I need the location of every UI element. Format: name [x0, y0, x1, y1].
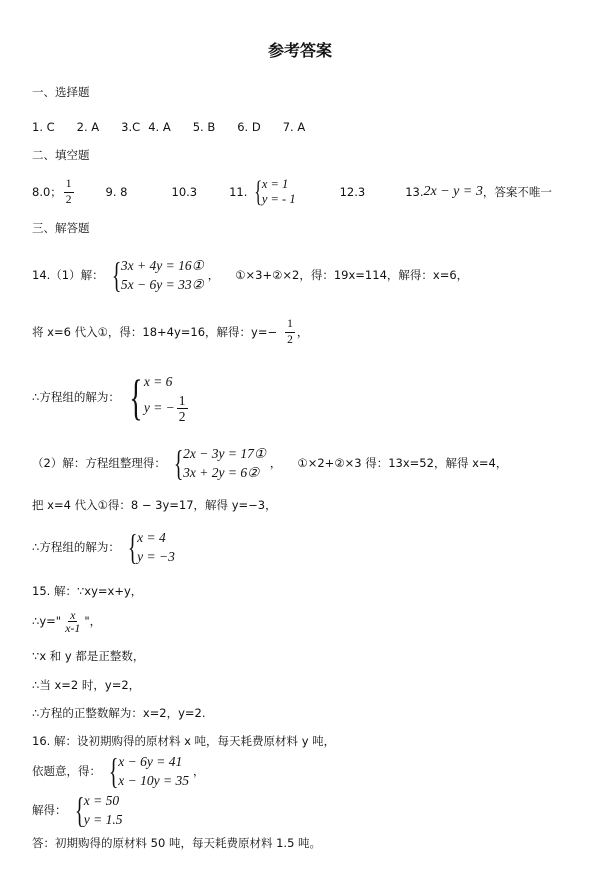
section-heading-choice: 一、选择题 — [32, 85, 90, 99]
q14-sol2-x: x = 4 — [137, 530, 166, 545]
q16-sol-x: x = 50 — [83, 793, 120, 808]
q14-part2-step: ①×2+②×3 得：13x=52，解得 x=4， — [297, 456, 508, 470]
answer-7: 7. A — [282, 120, 306, 134]
q14-sub-end: ， — [296, 325, 309, 339]
answer-2: 2. A — [76, 120, 100, 134]
fill-answers-row — [32, 174, 552, 210]
q15-line4: ∴当 x=2 时，y=2， — [32, 678, 141, 692]
q11-system — [251, 177, 295, 207]
q14-solution2-row — [32, 526, 179, 568]
q14-substitution-row — [32, 314, 308, 350]
q14-solution1-label: ∴方程组的解为： — [32, 390, 120, 404]
q15-line3: ∵x 和 y 都是正整数， — [32, 649, 145, 663]
brace-icon: { — [111, 255, 122, 295]
brace-icon: { — [74, 790, 84, 830]
q14-sol1-fraction — [177, 393, 188, 424]
q14-sub-text: 将 x=6 代入①，得：18+4y=16，解得：y=− — [32, 325, 278, 339]
q14-sys2-row2: 3x + 2y = 6② — [183, 465, 260, 480]
q8-label: 8.0； — [32, 185, 62, 199]
q16-line2-end: ， — [193, 764, 205, 778]
q13-note: ，答案不唯一 — [482, 185, 552, 199]
q14-solution2-label: ∴方程组的解为： — [32, 540, 120, 554]
q14-part2-row — [32, 442, 507, 484]
q16-sys-row1: x − 6y = 41 — [118, 754, 183, 769]
q14-part2-label: （2）解：方程组整理得： — [32, 456, 166, 470]
q14-solution2-system — [124, 528, 175, 566]
q16-line3-label: 解得： — [32, 803, 67, 817]
q8-fraction — [64, 177, 74, 208]
q14-sol1-denominator: 2 — [178, 408, 186, 424]
q15-denominator: x-1 — [65, 620, 81, 635]
q13-label: 13. — [405, 185, 424, 199]
q10-answer: 10.3 — [171, 185, 198, 199]
q14-solution1-row — [32, 368, 194, 426]
q15-fraction — [63, 609, 82, 634]
q14-sys1-row2: 5x − 6y = 33② — [120, 277, 204, 292]
q14-sol1-x: x = 6 — [143, 373, 173, 389]
q8-numerator: 1 — [64, 177, 74, 193]
q16-line1: 16. 解：设初期购得的原材料 x 吨，每天耗费原材料 y 吨， — [32, 734, 336, 748]
q11-row-x: x = 1 — [261, 177, 289, 191]
q16-system — [105, 752, 189, 790]
q14-part1-label: 14.（1）解： — [32, 268, 104, 282]
q15-line2-end: "， — [84, 614, 102, 628]
q14-sys2-row1: 2x − 3y = 17① — [183, 446, 266, 461]
q16-line2-label: 依题意，得： — [32, 764, 101, 778]
brace-icon: { — [108, 751, 119, 791]
q11-row-y: y = - 1 — [261, 192, 296, 206]
q14-sub-denominator: 2 — [287, 333, 293, 346]
q14-substitution2-row: 把 x=4 代入①得：8 − 3y=17，解得 y=−3， — [32, 498, 277, 512]
answer-1: 1. C — [32, 120, 55, 134]
q16-sol-y: y = 1.5 — [83, 812, 123, 827]
q14-sub-numerator: 1 — [285, 317, 295, 333]
q9-answer: 9. 8 — [105, 185, 128, 199]
q15-line2 — [32, 605, 101, 637]
brace-icon: { — [254, 175, 263, 208]
q14-system-1 — [108, 256, 204, 294]
brace-icon: { — [129, 369, 143, 425]
q15-line1: 15. 解：∵xy=x+y， — [32, 584, 143, 598]
answer-5: 5. B — [192, 120, 216, 134]
q11-label: 11. — [229, 185, 248, 199]
answer-6: 6. D — [237, 120, 261, 134]
q15-numerator: x — [70, 607, 76, 622]
q12-answer: 12.3 — [339, 185, 366, 199]
q14-system-2 — [170, 444, 266, 482]
brace-icon: { — [127, 527, 138, 567]
q16-line2 — [32, 751, 205, 791]
choice-answers-row — [32, 120, 305, 134]
q14-part2-comma: ， — [269, 456, 282, 470]
section-heading-solve: 三、解答题 — [32, 221, 90, 235]
q16-sys-row2: x − 10y = 35 — [118, 773, 189, 788]
q15-line2-start: ∴y=" — [32, 614, 62, 628]
page-title: 参考答案 — [267, 41, 332, 60]
q14-sub-fraction — [285, 317, 295, 348]
q14-part1-step: ①×3+②×2，得：19x=114，解得：x=6， — [235, 268, 469, 282]
q14-part1-comma: ， — [207, 268, 220, 282]
q14-sol1-y: y = − — [143, 400, 175, 415]
section-heading-fill: 二、填空题 — [32, 148, 90, 162]
q16-answer: 答：初期购得的原材料 50 吨，每天耗费原材料 1.5 吨。 — [32, 836, 322, 850]
q14-sys1-row1: 3x + 4y = 16① — [120, 258, 204, 273]
q14-solution1-system — [124, 371, 190, 424]
answer-4: 4. A — [148, 120, 171, 134]
q13-expression: 2x − y = 3 — [423, 184, 483, 199]
q14-sol2-y: y = −3 — [137, 549, 175, 564]
q14-sol1-numerator: 1 — [178, 392, 186, 408]
q14-part1-row — [32, 254, 468, 296]
brace-icon: { — [173, 443, 184, 483]
q15-line5: ∴方程的正整数解为：x=2，y=2. — [32, 706, 206, 720]
q16-solution — [71, 791, 123, 829]
q8-denominator: 2 — [65, 193, 72, 206]
q16-line3 — [32, 791, 127, 829]
answer-3: 3.C — [121, 120, 141, 134]
